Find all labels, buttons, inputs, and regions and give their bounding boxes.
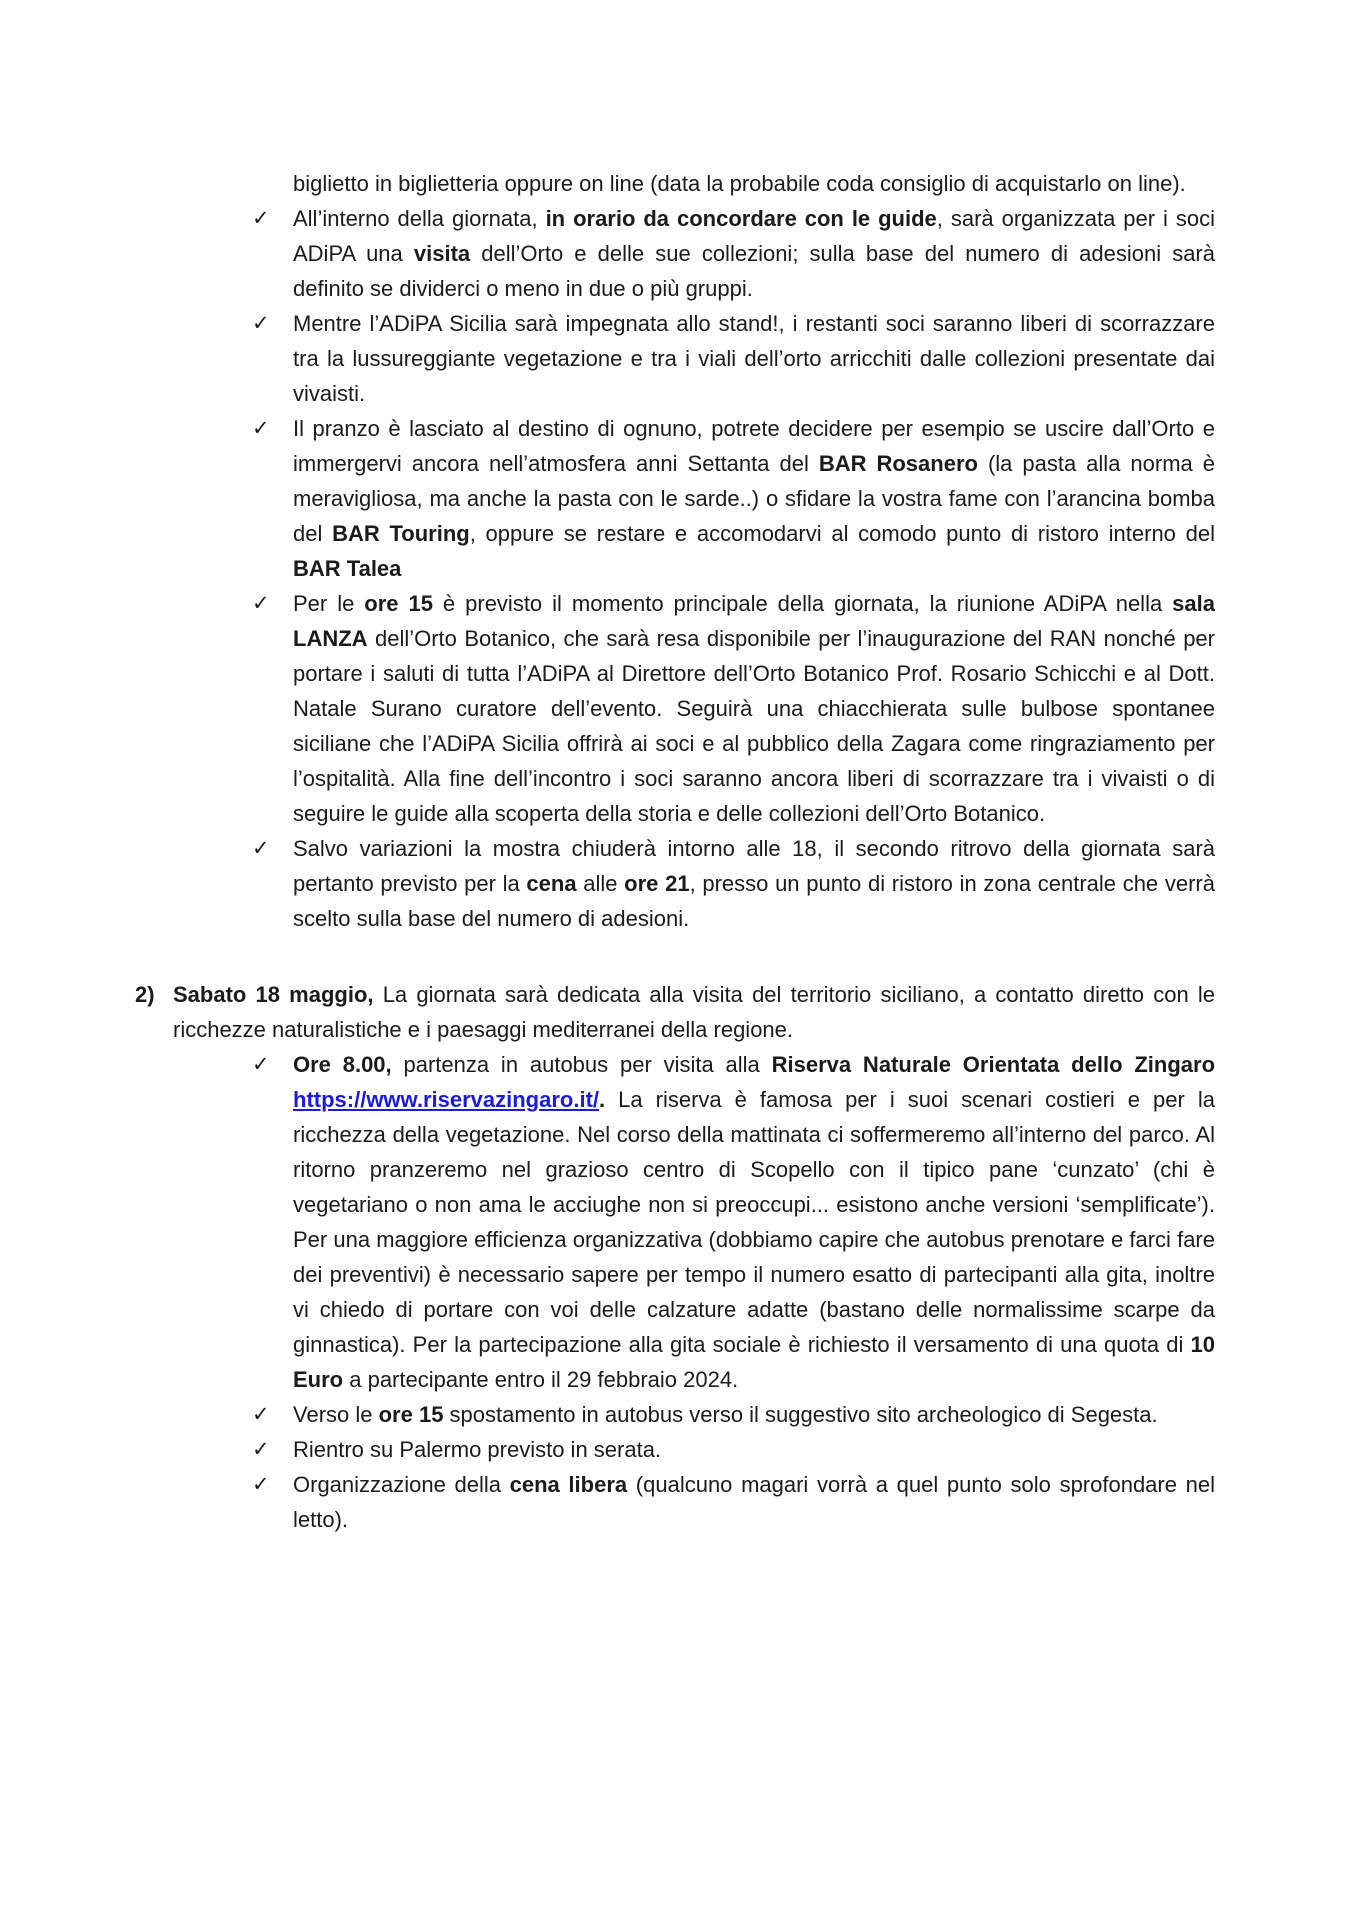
bold-text: sala LANZA (293, 591, 1215, 651)
body-text: Rientro su Palermo previsto in serata. (293, 1437, 662, 1462)
checklist-item (252, 1397, 1215, 1432)
hyperlink[interactable]: https://www.riservazingaro.it/ (293, 1087, 600, 1112)
bold-text: Sabato 18 maggio, (173, 982, 374, 1007)
checkmark-icon: ✓ (252, 207, 270, 230)
body-text: dell’Orto Botanico, che sarà resa disponibile per l’inaugurazione del RAN nonché per portare i saluti di tutta l’ADiPA al Direttore dell’Orto Botanico Prof. Rosario Schicchi e al Dott. Natale Surano curatore dell’evento. Seguirà una chiacchierata sulle bulbose spontanee siciliane che l’ADiPA Sicilia offrirà ai soci e al pubblico della Zagara come ringraziamento per l’ospitalità. Alla fine dell’incontro i soci saranno ancora liberi di scorrazzare tra i vivaisti o di seguire le guide alla scoperta della storia e delle collezioni dell’Orto Botanico. (293, 626, 1215, 826)
checklist-item-text (293, 416, 1215, 581)
checklist-day2 (173, 1047, 1215, 1537)
checkmark-icon: ✓ (252, 1438, 270, 1461)
paragraph-continuation (293, 166, 1215, 201)
body-text: , presso un punto di ristoro in zona centrale che verrà scelto sulla base del numero di adesioni. (293, 871, 1215, 931)
numbered-item-2 (135, 977, 1215, 1047)
body-text: dell’Orto e delle sue collezioni; sulla base del numero di adesioni sarà definito se dividerci o meno in due o più gruppi. (293, 241, 1215, 301)
checklist-item (252, 1467, 1215, 1537)
bold-text: visita (413, 241, 471, 266)
checklist-item (252, 306, 1215, 411)
checklist-day1 (173, 201, 1215, 936)
body-text: Organizzazione della (293, 1472, 510, 1497)
bold-text: in orario da concordare con le guide (545, 206, 937, 231)
bold-text: Riserva Naturale Orientata dello Zingaro (771, 1052, 1216, 1077)
checkmark-icon: ✓ (252, 1053, 270, 1076)
body-text: La riserva è famosa per i suoi scenari costieri e per la ricchezza della vegetazione. Nel corso della mattinata ci soffermeremo all’interno del parco. Al ritorno pranzeremo nel grazioso centro di Scopello con il tipico pane ‘cunzato’ (chi è vegetariano o non ama le acciughe non si preoccupi... esistono anche versioni ‘semplificate’). Per una maggiore efficienza organizzativa (dobbiamo capire che autobus prenotare e farci fare dei preventivi) è necessario sapere per tempo il numero esatto di partecipanti alla gita, inoltre vi chiedo di portare con voi delle calzature adatte (bastano delle normalissime scarpe da ginnastica). Per la partecipazione alla gita sociale è richiesto il versamento di una quota di (293, 1087, 1215, 1357)
checklist-item (252, 831, 1215, 936)
checklist-item-text (293, 591, 1215, 826)
bold-text: Ore 8.00, (293, 1052, 392, 1077)
checklist-item-text (293, 311, 1215, 406)
checklist-item-text (293, 1437, 661, 1462)
numbered-item-2-marker: 2) (135, 982, 155, 1007)
checklist-item-text (293, 1052, 1215, 1392)
checklist-item (252, 1047, 1216, 1397)
bold-text: BAR Talea (293, 556, 402, 581)
checkmark-icon: ✓ (252, 592, 270, 615)
bold-text: BAR Rosanero (818, 451, 978, 476)
body-text: Mentre l’ADiPA Sicilia sarà impegnata allo stand!, i restanti soci saranno liberi di scorrazzare tra la lussureggiante vegetazione e tra i viali dell’orto arricchiti dalle collezioni presentate dai vivaisti. (293, 311, 1215, 406)
checkmark-icon: ✓ (252, 417, 270, 440)
body-text: è previsto il momento principale della giornata, la riunione ADiPA nella (432, 591, 1173, 616)
body-text: , sarà organizzata per i soci ADiPA una (293, 206, 1215, 266)
checklist-item-text (293, 836, 1215, 931)
body-text: Per le (293, 591, 365, 616)
checklist-item (252, 1432, 1215, 1467)
body-text: a partecipante entro il 29 febbraio 2024. (343, 1367, 739, 1392)
bold-text: cena libera (509, 1472, 628, 1497)
body-text: Verso le (293, 1402, 379, 1427)
checklist-item (252, 586, 1215, 831)
body-text: (la pasta alla norma è meravigliosa, ma anche la pasta con le sarde..) o sfidare la vostra fame con l’arancina bomba del (293, 451, 1215, 546)
numbered-item-2-text (173, 982, 1215, 1042)
checkmark-icon: ✓ (252, 1473, 270, 1496)
body-text: partenza in autobus per visita alla (391, 1052, 772, 1077)
checklist-item (252, 411, 1215, 586)
bold-text: ore 21 (624, 871, 690, 896)
bold-text: BAR Touring (332, 521, 470, 546)
body-text: , oppure se restare e accomodarvi al comodo punto di ristoro interno del (469, 521, 1215, 546)
body-text: biglietto in biglietteria oppure on line (data la probabile coda consiglio di acquistarlo on line). (293, 171, 1186, 196)
body-text: Salvo variazioni la mostra chiuderà intorno alle 18, il secondo ritrovo della giornata sarà pertanto previsto per la (293, 836, 1215, 896)
body-text: La giornata sarà dedicata alla visita del territorio siciliano, a contatto diretto con le ricchezze naturalistiche e i paesaggi mediterranei della regione. (173, 982, 1215, 1042)
checklist-item-text (293, 1472, 1215, 1532)
checklist-item-text (293, 1402, 1158, 1427)
bold-text: cena (526, 871, 577, 896)
bold-text: ore 15 (364, 591, 433, 616)
checkmark-icon: ✓ (252, 312, 270, 335)
body-text: spostamento in autobus verso il suggestivo sito archeologico di Segesta. (443, 1402, 1158, 1427)
checkmark-icon: ✓ (252, 1403, 270, 1426)
checklist-item (252, 201, 1215, 306)
body-text: alle (576, 871, 625, 896)
body-text: All’interno della giornata, (293, 206, 546, 231)
body-text: (qualcuno magari vorrà a quel punto solo sprofondare nel letto). (293, 1472, 1215, 1532)
document-content (135, 166, 1216, 1537)
body-text: Il pranzo è lasciato al destino di ognuno, potrete decidere per esempio se uscire dall’Orto e immergervi ancora nell’atmosfera anni Settanta del (293, 416, 1215, 476)
bold-text: . (599, 1087, 606, 1112)
checklist-item-text (293, 206, 1215, 301)
bold-text: ore 15 (378, 1402, 444, 1427)
bold-text: 10 Euro (293, 1332, 1215, 1392)
checkmark-icon: ✓ (252, 837, 270, 860)
